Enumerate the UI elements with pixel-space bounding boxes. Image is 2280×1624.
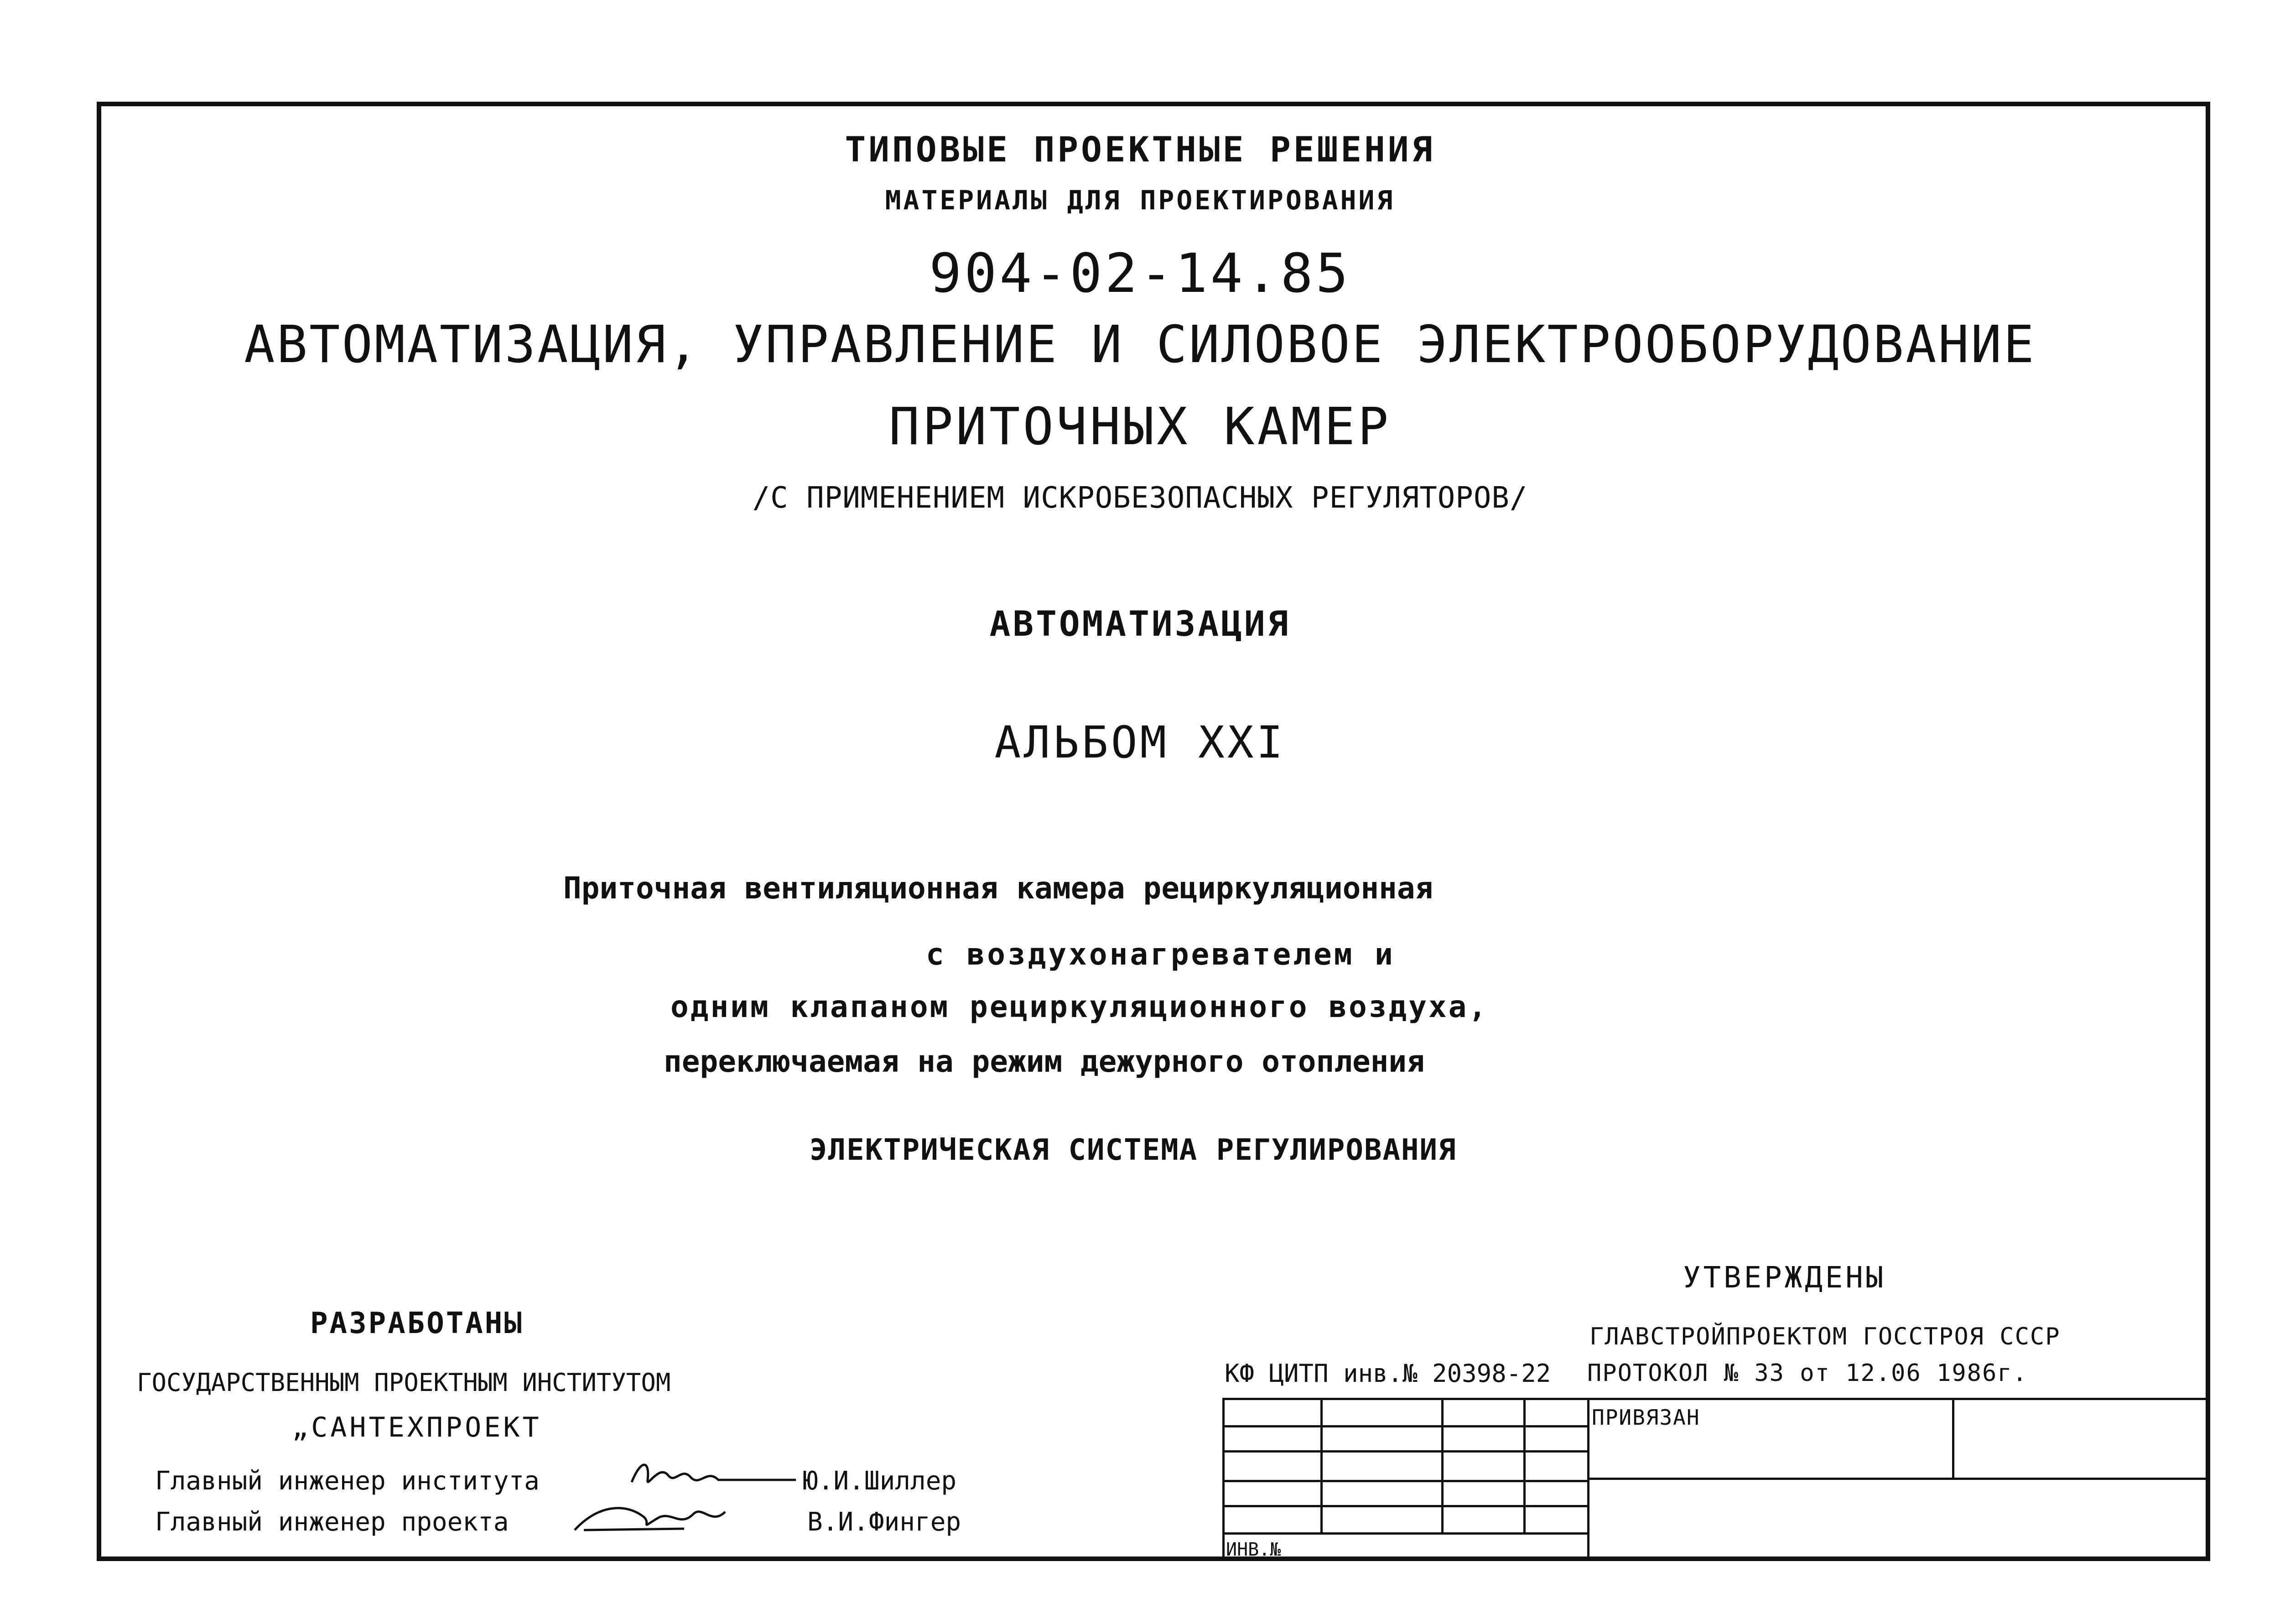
chief-project-engineer-role: Главный инженер проекта	[155, 1507, 509, 1537]
document-title-line1: АВТОМАТИЗАЦИЯ, УПРАВЛЕНИЕ И СИЛОВОЕ ЭЛЕКТРООБОРУДОВАНИЕ	[244, 315, 2036, 374]
chief-engineer-institute-role: Главный инженер института	[155, 1466, 540, 1496]
description-line4: переключаемая на режим дежурного отопления	[664, 1044, 1425, 1079]
approved-authority: ГЛАВСТРОЙПРОЕКТОМ ГОССТРОЯ СССР	[1589, 1323, 2061, 1350]
inventory-stamp: КФ ЦИТП инв.№ 20398-22	[1225, 1359, 1551, 1388]
document-title-line2: ПРИТОЧНЫХ КАМЕР	[888, 397, 1392, 457]
approved-heading: УТВЕРЖДЕНЫ	[1683, 1261, 1886, 1295]
chief-engineer-institute-name: Ю.И.Шиллер	[803, 1466, 957, 1496]
description-line1: Приточная вентиляционная камера рециркуляционная	[563, 871, 1433, 906]
developed-heading: РАЗРАБОТАНЫ	[310, 1307, 524, 1340]
inventory-number-label: ИНВ.№	[1226, 1539, 1281, 1560]
regulation-system: ЭЛЕКТРИЧЕСКАЯ СИСТЕМА РЕГУЛИРОВАНИЯ	[810, 1133, 1457, 1167]
header-series: ТИПОВЫЕ ПРОЕКТНЫЕ РЕШЕНИЯ	[845, 129, 1435, 170]
bound-label: ПРИВЯЗАН	[1592, 1405, 1700, 1430]
signature-finger	[570, 1496, 762, 1537]
document-subtitle: /С ПРИМЕНЕНИЕМ ИСКРОБЕЗОПАСНЫХ РЕГУЛЯТОРОВ/	[752, 481, 1528, 515]
section-title: АВТОМАТИЗАЦИЯ	[989, 603, 1291, 644]
album-title: АЛЬБОМ XXI	[994, 717, 1286, 768]
description-line2: с воздухонагревателем и	[926, 937, 1395, 972]
approved-protocol: ПРОТОКОЛ № 33 от 12.06 1986г.	[1587, 1359, 2028, 1387]
developer-institute: „САНТЕХПРОЕКТ	[292, 1411, 542, 1443]
header-materials: МАТЕРИАЛЫ ДЛЯ ПРОЕКТИРОВАНИЯ	[885, 185, 1395, 216]
signature-shiller	[627, 1455, 800, 1496]
chief-project-engineer-name: В.И.Фингер	[807, 1507, 961, 1537]
description-line3: одним клапаном рециркуляционного воздуха,	[670, 989, 1489, 1024]
project-code: 904-02-14.85	[929, 242, 1351, 305]
developer-organization: ГОСУДАРСТВЕННЫМ ПРОЕКТНЫМ ИНСТИТУТОМ	[137, 1368, 671, 1397]
